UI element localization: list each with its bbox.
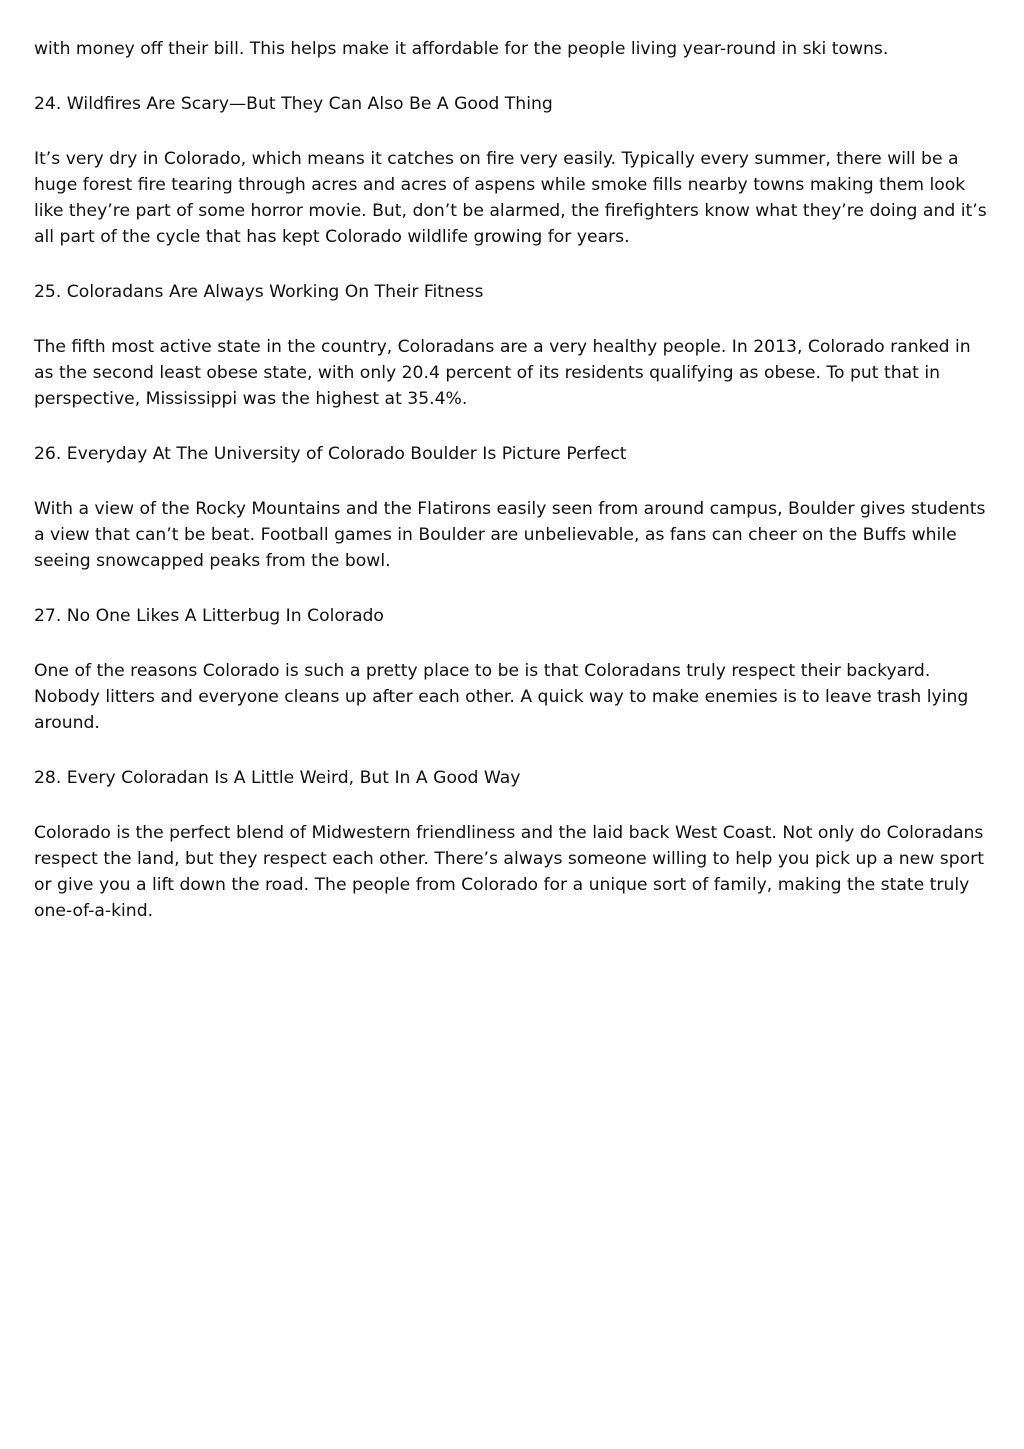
heading-25: 25. Coloradans Are Always Working On Their Fitness (34, 282, 484, 302)
paragraph-28: Colorado is the perfect blend of Midwestern friendliness and the laid back West Coast. Not only do Coloradans respect the land, but they respect each other. There’s always someone willing to help you pick up a new sport or give you a lift down the road. The people from Colorado for a unique sort of family, making the state truly one-of-a-kind. (34, 823, 984, 921)
paragraph-25: The fifth most active state in the country, Coloradans are a very healthy people. In 2013, Colorado ranked in as the second least obese state, with only 20.4 percent of its residents qualifying as obese. To put that in perspective, Mississippi was the highest at 35.4%. (34, 337, 971, 409)
heading-24: 24. Wildfires Are Scary—But They Can Also Be A Good Thing (34, 94, 553, 114)
paragraph-23-continued: with money off their bill. This helps make it affordable for the people living year-round in ski towns. (34, 39, 889, 59)
paragraph-26: With a view of the Rocky Mountains and the Flatirons easily seen from around campus, Boulder gives students a view that can’t be beat. Football games in Boulder are unbelievable, as fans can cheer on the Buffs while seeing snowcapped peaks from the bowl. (34, 499, 986, 571)
document-page (34, 36, 994, 953)
paragraph-24: It’s very dry in Colorado, which means it catches on fire very easily. Typically every summer, there will be a huge forest fire tearing through acres and acres of aspens while smoke fills nearby towns making them look like they’re part of some horror movie. But, don’t be alarmed, the firefighters know what they’re doing and it’s all part of the cycle that has kept Colorado wildlife growing for years. (34, 149, 987, 247)
heading-27: 27. No One Likes A Litterbug In Colorado (34, 606, 384, 626)
paragraph-27: One of the reasons Colorado is such a pretty place to be is that Coloradans truly respect their backyard. Nobody litters and everyone cleans up after each other. A quick way to make enemies is to leave trash lying around. (34, 661, 969, 733)
heading-28: 28. Every Coloradan Is A Little Weird, But In A Good Way (34, 768, 521, 788)
heading-26: 26. Everyday At The University of Colorado Boulder Is Picture Perfect (34, 444, 627, 464)
